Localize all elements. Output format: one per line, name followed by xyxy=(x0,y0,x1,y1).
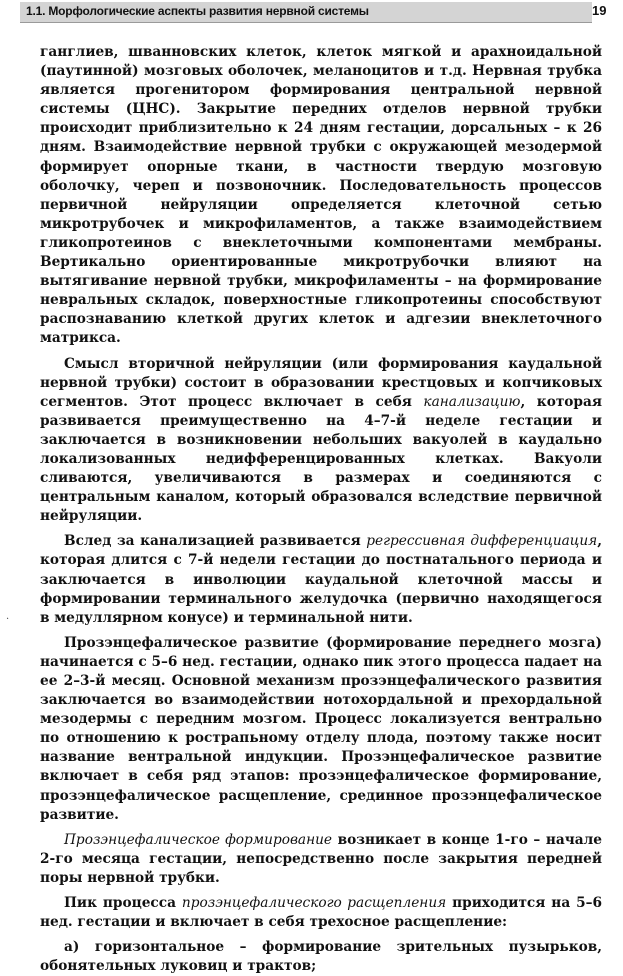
body-text xyxy=(40,43,602,976)
paragraph-5-text: возникает в конце 1-го – начале 2-го месяца гестации, непосредственно после закрытия передней поры нервной трубки. xyxy=(40,831,602,886)
paragraph-5 xyxy=(40,831,602,888)
margin-dot: · xyxy=(6,614,10,625)
list-item-a: а) горизонтальное – формирование зрительных пузырьков, обонятельных луковиц и трактов; xyxy=(40,939,602,975)
paragraph-6-text: Пик процесса xyxy=(64,895,182,912)
term-regressive-differentiation: регрессивная дифференциация xyxy=(366,533,598,550)
term-prosencephalic-cleavage: прозэнцефалического расщепления xyxy=(181,895,447,912)
running-header xyxy=(0,0,623,26)
page-number: 19 xyxy=(592,3,607,18)
term-prosencephalic-formation: Прозэнцефалическое формирование xyxy=(64,831,333,848)
paragraph-3-text: , которая длится с 7-й недели гестации до постнатального периода и заключается в инволюции каудальной клеточной массы и формировании терминального желудочка (первично находящегося в медуллярном конусе) и терминальной нити. xyxy=(40,533,603,626)
chapter-title: 1.1. Морфологические аспекты развития нервной системы xyxy=(26,4,369,18)
paragraph-4 xyxy=(40,634,602,825)
paragraph-4-text: (формирование переднего мозга) начинается с 5–6 нед. гестации, однако пик этого процесса падает на ее 2–3-й месяц. Основной механизм прозэнцефалического развития заключается во взаимодействии нотохордальной и прехордальной мезодермы с передним мозгом. Процесс локализуется вентрально по отношению к рострапьному отделу плода, поэтому также носит название xyxy=(40,634,602,766)
paragraph-2-text: ) состоит в образовании крестцовых и копчиковых сегментов. Этот процесс включает в себя xyxy=(40,374,602,410)
term-prosencephalic-development: Прозэнцефалическое развитие xyxy=(64,634,319,651)
paragraph-2-text: Смысл xyxy=(64,355,129,372)
paragraph-3 xyxy=(40,532,602,627)
term-caudal-tube: формирования каудальной нервной трубки xyxy=(40,355,602,391)
term-secondary-neurulation: вторичной нейруляции xyxy=(128,355,322,372)
paragraph-6 xyxy=(40,894,602,932)
paragraph-2-text: (или xyxy=(321,355,378,372)
paragraph-1: ганглиев, шванновских клеток, клеток мягкой и арахноидальной (паутинной) мозговых оболочек, меланоцитов и т.д. Нервная трубка является прогенитором формирования центральной нервной системы (ЦНС). Закрытие передних отделов нервной трубки происходит приблизительно к 24 дням гестации, дорсальных – к 26 дням. Взаимодействие нервной трубки с окружающей мезодермой формирует опорные ткани, в частности твердую мозговую оболочку, череп и позвоночник. Последовательность процессов первичной нейруляции определяется клеточной сетью микротрубочек и микрофиламентов, а также взаимодействием гликопротеинов с внеклеточными компонентами мембраны. Вертикально ориентированные микротрубочки влияют на вытягивание нервной трубки, микрофиламенты – на формирование невральных складок, поверхностные гликопротеины способствуют распознаванию клеткой других клеток и адгезии внеклеточного матрикса. xyxy=(40,44,602,347)
term-canalization: канализацию xyxy=(423,393,521,410)
paragraph-3-text: Вслед за канализацией развивается xyxy=(64,533,367,550)
paragraph-4-text: . Прозэнцефалическое развитие включает в себя ряд этапов: прозэнцефалическое формирование, прозэнцефалическое расщепление, срединное прозэнцефалическое развитие. xyxy=(40,749,602,823)
paragraph-2-text: , которая развивается преимущественно на 4–7-й неделе гестации и заключается в возникновении небольших вакуолей в каудально локализованных недифференцированных клетках. Вакуоли сливаются, увеличиваются в размерах и соединяются с центральным каналом, который образовался вследствие первичной нейруляции. xyxy=(40,393,602,525)
paragraph-6-text: приходится на 5–6 нед. гестации и включает в себя трехосное расщепление: xyxy=(40,895,603,931)
term-ventral-induction: вентральной индукции xyxy=(128,749,324,766)
paragraph-2 xyxy=(40,355,602,527)
